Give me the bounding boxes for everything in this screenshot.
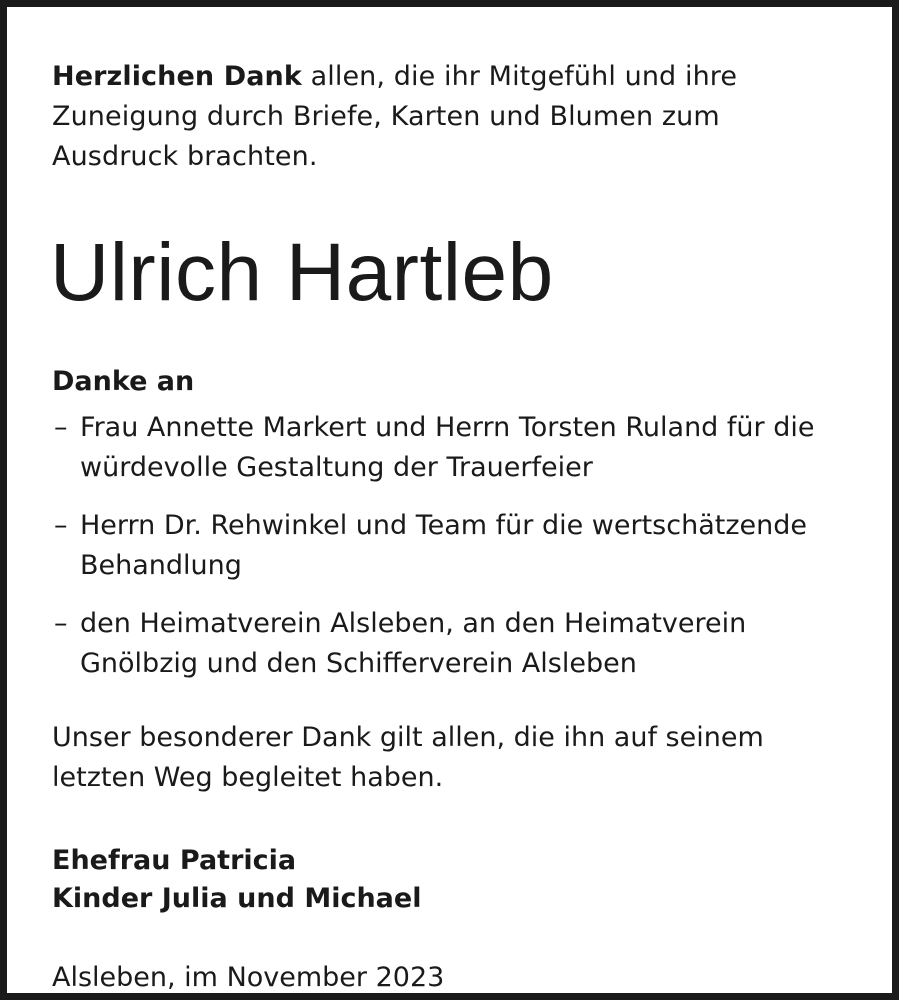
thanks-item-text: den Heimatverein Alsleben, an den Heimatverein Gnölbzig und den Schifferverein Alsleben [80, 608, 747, 679]
place-and-date: Alsleben, im November 2023 [52, 962, 445, 993]
intro-text: allen, die ihr Mitgefühl und ihre Zuneigung durch Briefe, Karten und Blumen zum Ausdruck brachten. [52, 61, 738, 172]
signers-block [52, 842, 852, 918]
list-dash: – [54, 412, 68, 443]
thanks-list [52, 408, 852, 684]
list-dash: – [54, 608, 68, 639]
closing-paragraph: Unser besonderer Dank gilt allen, die ihn auf seinem letzten Weg begleitet haben. [52, 722, 764, 793]
intro-bold-lead: Herzlichen Dank [52, 61, 302, 92]
thanks-list-item [52, 506, 852, 586]
list-dash: – [54, 510, 68, 541]
thanks-list-item [52, 604, 852, 684]
thanks-heading: Danke an [52, 366, 195, 397]
thanks-item-text: Frau Annette Markert und Herrn Torsten Ruland für die würdevolle Gestaltung der Trauerfeier [80, 412, 815, 483]
thanks-list-item [52, 408, 852, 488]
deceased-name: Ulrich Hartleb [50, 227, 554, 318]
thanks-item-text: Herrn Dr. Rehwinkel und Team für die wertschätzende Behandlung [80, 510, 807, 581]
signer-line: Kinder Julia und Michael [52, 883, 422, 914]
signer-line: Ehefrau Patricia [52, 845, 297, 876]
intro-paragraph [52, 57, 852, 177]
